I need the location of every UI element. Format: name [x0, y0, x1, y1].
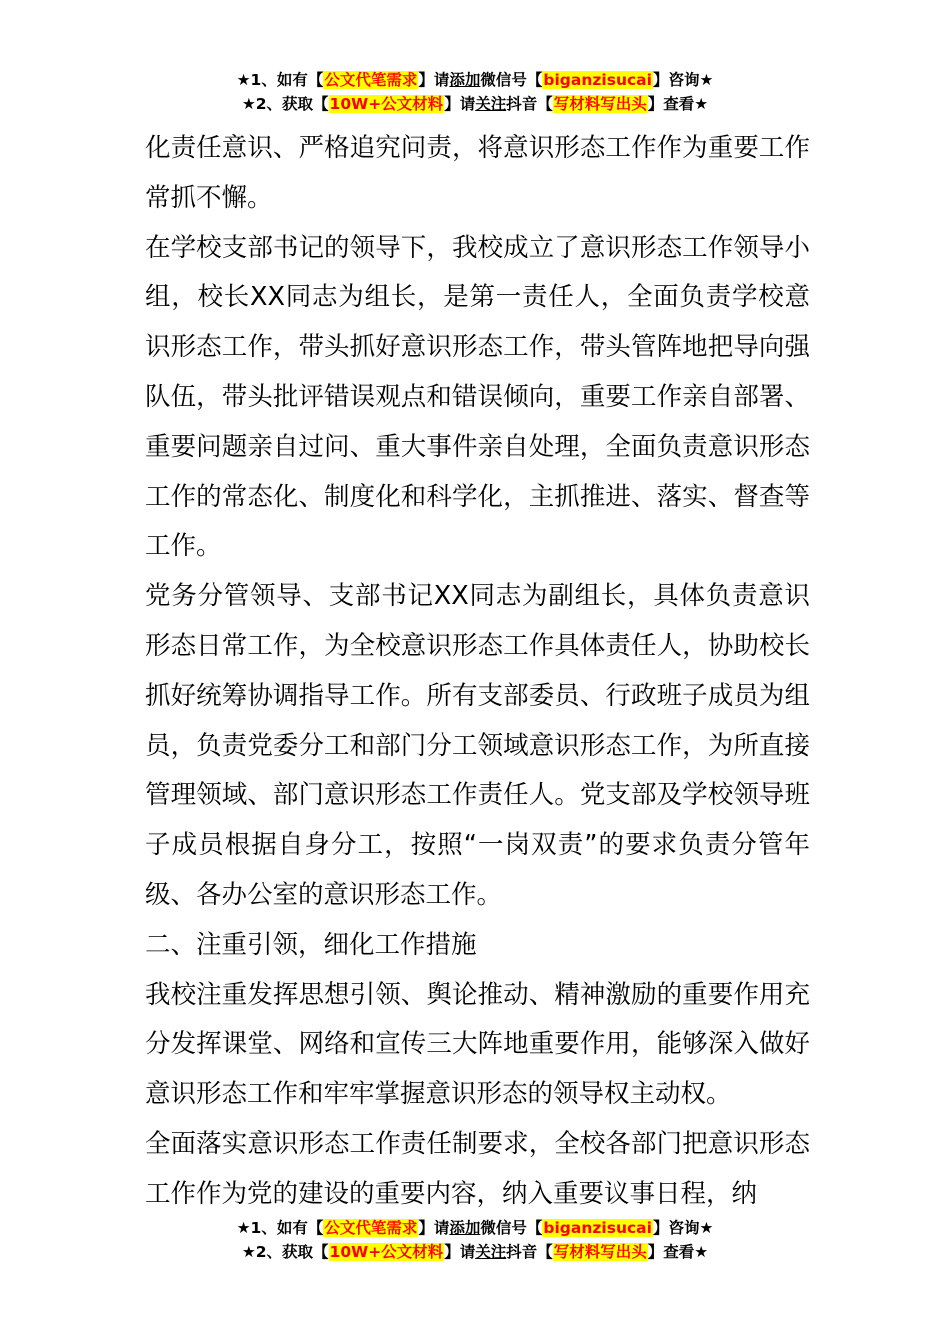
- promo-highlight: 公文代笔需求: [324, 1219, 418, 1237]
- promo-banner-bottom: [0, 1216, 950, 1264]
- promo-highlight: 公文代笔需求: [324, 71, 418, 89]
- promo-highlight: biganzisucai: [543, 71, 652, 89]
- promo-line-2: [0, 92, 950, 116]
- promo-text: 】咨询★: [652, 71, 714, 89]
- promo-text: 微信号【: [480, 1219, 543, 1237]
- promo-text: 】请: [418, 1219, 450, 1237]
- promo-emphasis: 添加: [449, 71, 481, 89]
- promo-highlight: 10W+公文材料: [329, 1243, 444, 1261]
- promo-text: 】请: [418, 71, 450, 89]
- promo-text: 微信号【: [480, 71, 543, 89]
- promo-text: 】查看★: [647, 95, 709, 113]
- promo-text: ★2、获取【: [241, 95, 329, 113]
- promo-highlight: 10W+公文材料: [329, 95, 444, 113]
- paragraph: 党务分管领导、支部书记XX同志为副组长，具体负责意识形态日常工作，为全校意识形态工作具体责任人，协助校长抓好统筹协调指导工作。所有支部委员、行政班子成员为组员，负责党委分工和部门分工领域意识形态工作，为所直接管理领域、部门意识形态工作责任人。党支部及学校领导班子成员根据自身分工，按照“一岗双责”的要求负责分管年级、各办公室的意识形态工作。: [145, 581, 810, 910]
- promo-line-1: [0, 1216, 950, 1240]
- paragraph: 化责任意识、严格追究问责，将意识形态工作作为重要工作常抓不懈。: [145, 133, 810, 213]
- document-body: [145, 124, 810, 1220]
- promo-emphasis: 关注: [475, 95, 507, 113]
- promo-text: ★2、获取【: [241, 1243, 329, 1261]
- promo-line-2: [0, 1240, 950, 1264]
- promo-highlight: 写材料写出头: [553, 1243, 647, 1261]
- promo-text: 】咨询★: [652, 1219, 714, 1237]
- promo-emphasis: 添加: [449, 1219, 481, 1237]
- promo-text: ★1、如有【: [236, 1219, 324, 1237]
- promo-text: 】请: [444, 95, 476, 113]
- promo-emphasis: 关注: [475, 1243, 507, 1261]
- promo-text: 抖音【: [506, 95, 553, 113]
- paragraph: 我校注重发挥思想引领、舆论推动、精神激励的重要作用充分发挥课堂、网络和宣传三大阵地重要作用，能够深入做好意识形态工作和牢牢掌握意识形态的领导权主动权。: [145, 979, 810, 1110]
- promo-text: 抖音【: [506, 1243, 553, 1261]
- promo-line-1: [0, 68, 950, 92]
- promo-text: ★1、如有【: [236, 71, 324, 89]
- section-heading: 二、注重引领，细化工作措施: [145, 929, 477, 960]
- promo-text: 】查看★: [647, 1243, 709, 1261]
- promo-highlight: 写材料写出头: [553, 95, 647, 113]
- promo-text: 】请: [444, 1243, 476, 1261]
- paragraph: 在学校支部书记的领导下，我校成立了意识形态工作领导小组，校长XX同志为组长，是第一责任人，全面负责学校意识形态工作，带头抓好意识形态工作，带头管阵地把导向强队伍，带头批评错误观点和错误倾向，重要工作亲自部署、重要问题亲自过问、重大事件亲自处理，全面负责意识形态工作的常态化、制度化和科学化，主抓推进、落实、督查等工作。: [145, 232, 810, 562]
- paragraph: 全面落实意识形态工作责任制要求，全校各部门把意识形态工作作为党的建设的重要内容，纳入重要议事日程，纳: [145, 1128, 810, 1209]
- promo-highlight: biganzisucai: [543, 1219, 652, 1237]
- promo-banner-top: [0, 68, 950, 116]
